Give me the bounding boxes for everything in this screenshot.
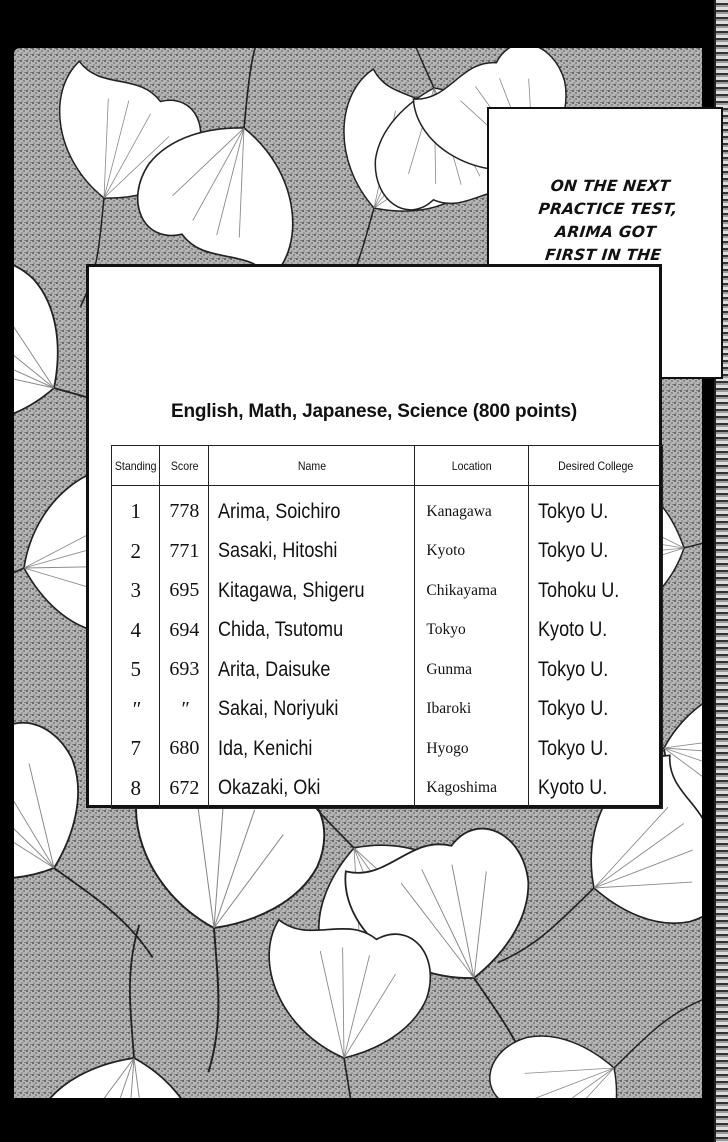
score-cell: 778 bbox=[160, 486, 209, 532]
name-cell: Arima, Soichiro bbox=[209, 486, 415, 532]
column-header-location: Location bbox=[415, 446, 529, 486]
table-row bbox=[112, 571, 663, 611]
column-header-standing: Standing bbox=[112, 446, 160, 486]
name-cell: Sasaki, Hitoshi bbox=[209, 532, 415, 572]
table-row bbox=[112, 690, 663, 730]
standing-cell: 5 bbox=[112, 650, 160, 690]
score-ditto-mark: ″ bbox=[160, 690, 209, 730]
location-cell: Kyoto bbox=[415, 532, 529, 572]
standing-cell: 4 bbox=[112, 611, 160, 651]
score-cell: 672 bbox=[160, 769, 209, 809]
table-row bbox=[112, 486, 663, 532]
name-cell: Chida, Tsutomu bbox=[209, 611, 415, 651]
location-cell: Chikayama bbox=[415, 571, 529, 611]
college-cell: Kyoto U. bbox=[529, 769, 663, 809]
caption-line: FIRST IN THE bbox=[543, 245, 662, 264]
caption-line: ARIMA GOT bbox=[553, 222, 657, 241]
table-row bbox=[112, 611, 663, 651]
college-cell: Tokyo U. bbox=[529, 729, 663, 769]
college-cell: Kyoto U. bbox=[529, 611, 663, 651]
location-cell: Gunma bbox=[415, 650, 529, 690]
location-cell: Tokyo bbox=[415, 611, 529, 651]
standing-cell: 7 bbox=[112, 729, 160, 769]
standing-cell: 1 bbox=[112, 486, 160, 532]
name-cell: Okazaki, Oki bbox=[209, 769, 415, 809]
column-header-score: Score bbox=[160, 446, 209, 486]
ranking-table-title: English, Math, Japanese, Science (800 points) bbox=[171, 401, 577, 422]
college-cell: Tokyo U. bbox=[529, 650, 663, 690]
name-cell: Arita, Daisuke bbox=[209, 650, 415, 690]
standing-cell: 8 bbox=[112, 769, 160, 809]
score-cell: 680 bbox=[160, 729, 209, 769]
college-cell: Tokyo U. bbox=[529, 690, 663, 730]
caption-line: ON THE NEXT bbox=[549, 176, 671, 195]
table-row bbox=[112, 532, 663, 572]
standing-ditto-mark: ″ bbox=[112, 690, 160, 730]
score-cell: 694 bbox=[160, 611, 209, 651]
column-header-name: Name bbox=[209, 446, 415, 486]
college-cell: Tohoku U. bbox=[529, 571, 663, 611]
table-row bbox=[112, 729, 663, 769]
name-cell: Kitagawa, Shigeru bbox=[209, 571, 415, 611]
score-cell: 695 bbox=[160, 571, 209, 611]
table-header-row bbox=[112, 446, 663, 486]
college-cell: Tokyo U. bbox=[529, 532, 663, 572]
location-cell: Ibaroki bbox=[415, 690, 529, 730]
name-cell: Ida, Kenichi bbox=[209, 729, 415, 769]
exam-ranking-panel bbox=[86, 264, 662, 808]
standing-cell: 2 bbox=[112, 532, 160, 572]
location-cell: Kanagawa bbox=[415, 486, 529, 532]
column-header-desired-college: Desired College bbox=[529, 446, 663, 486]
standing-cell: 3 bbox=[112, 571, 160, 611]
location-cell: Hyogo bbox=[415, 729, 529, 769]
score-cell: 771 bbox=[160, 532, 209, 572]
score-cell: 693 bbox=[160, 650, 209, 690]
college-cell: Tokyo U. bbox=[529, 486, 663, 532]
table-row bbox=[112, 650, 663, 690]
name-cell: Sakai, Noriyuki bbox=[209, 690, 415, 730]
caption-line: PRACTICE TEST, bbox=[537, 199, 678, 218]
ranking-table bbox=[111, 445, 663, 809]
location-cell: Kagoshima bbox=[415, 769, 529, 809]
table-row bbox=[112, 769, 663, 809]
